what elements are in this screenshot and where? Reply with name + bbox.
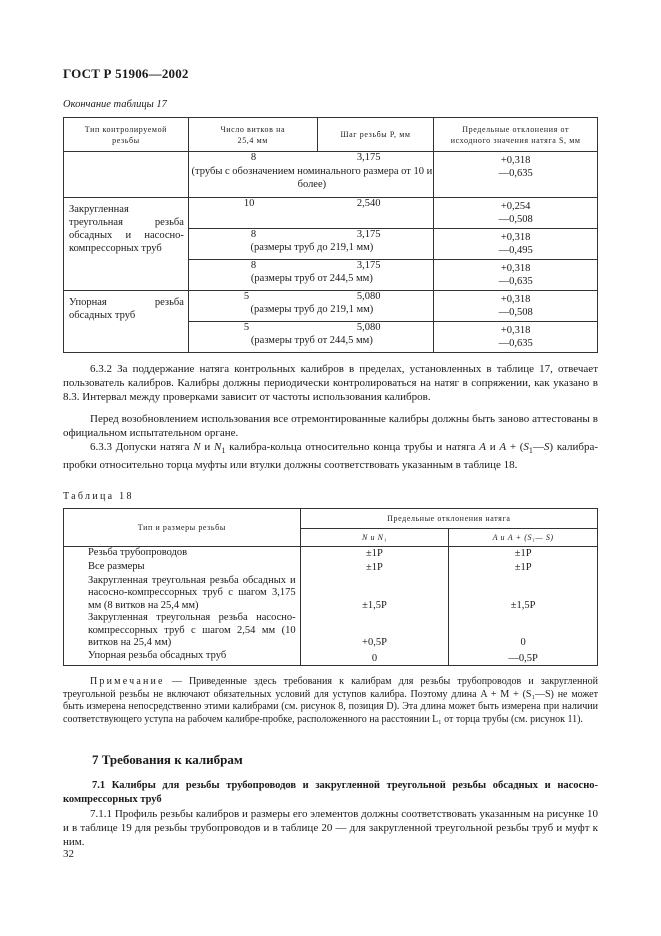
t17-pitch: 2,540 xyxy=(356,198,381,209)
t17-dev xyxy=(434,198,598,229)
dev-minus: —0,635 xyxy=(498,276,533,287)
dev-plus: +0,254 xyxy=(500,201,531,212)
t17-note: (размеры труб до 219,1 мм) xyxy=(250,242,374,253)
paragraph-6-3-2: 6.3.2 За поддержание натяга контрольных калибров в пределах, установленных в таблице 17, отвечает пользователь калибров. Калибры должны периодически контролироваться на натяг в сопряжении, как указано в 8.3. Интервал между проверками зависит от частоты использования калибров. xyxy=(63,363,598,403)
paragraph-repair: Перед возобновлением использования все отремонтированные калибры должны быть заново аттестованы в официальном испытательном органе. xyxy=(63,413,598,439)
t17-note: (размеры труб до 219,1 мм) xyxy=(250,304,374,315)
t17-pitch: 5,080 xyxy=(356,291,381,302)
t18-a: ±1,5P xyxy=(449,575,598,613)
t17-note: (трубы с обозначением номинального размера от 10 и более) xyxy=(191,166,433,190)
t17-pitch: 3,175 xyxy=(356,152,381,163)
table-18 xyxy=(63,508,598,666)
table-17 xyxy=(63,117,598,353)
t18-n: ±1,5P xyxy=(300,575,449,613)
t18-type: Упорная резьба обсадных труб xyxy=(64,650,301,666)
table18-caption: Таблица 18 xyxy=(63,491,134,502)
dev-plus: +0,318 xyxy=(500,294,531,305)
t17-row-1 xyxy=(188,152,433,198)
t18-type: Резьба трубопроводов xyxy=(64,547,301,561)
t17-turns: 5 xyxy=(243,322,250,333)
subsection-7-1: 7.1 Калибры для резьбы трубопроводов и закругленной треугольной резьбы обсадных и насосно-компрессорных труб xyxy=(63,780,598,805)
t17-note: (размеры труб от 244,5 мм) xyxy=(250,335,373,346)
t17-dev xyxy=(434,291,598,322)
t17-type-rounded: Закругленная треугольная резьба обсадных и насосно-компрессорных труб xyxy=(64,198,189,291)
t17-row-3 xyxy=(188,229,433,260)
t18-a: 0 xyxy=(449,612,598,650)
t18-n: ±1P xyxy=(300,547,449,561)
t17-turns: 8 xyxy=(250,229,257,240)
t18-header-dev: Предельные отклонения натяга xyxy=(300,509,597,529)
t18-type: Закругленная треугольная резьба насосно-компрессорных труб с шагом 2,54 мм (10 витков на 25,4 мм) xyxy=(64,612,301,650)
t17-dev xyxy=(434,260,598,291)
t18-header-n: N и N₁ xyxy=(300,529,449,547)
t17-turns: 10 xyxy=(243,198,255,209)
t17-pitch: 3,175 xyxy=(356,229,381,240)
t17-dev xyxy=(434,322,598,353)
t17-type-buttress: Упорная резьба обсадных труб xyxy=(64,291,189,353)
dev-plus: +0,318 xyxy=(500,325,531,336)
table17-caption: Окончание таблицы 17 xyxy=(63,99,167,110)
t17-row-5 xyxy=(188,291,433,322)
dev-minus: —0,635 xyxy=(498,338,533,349)
t17-turns: 5 xyxy=(243,291,250,302)
t18-n: +0,5P xyxy=(300,612,449,650)
t17-header-type: Тип контролируемой резьбы xyxy=(64,118,189,152)
paragraph-7-1-1: 7.1.1 Профиль резьбы калибров и размеры его элементов должны соответствовать указанным на рисунке 10 и в таблице 19 для резьбы трубопроводов и в таблице 20 — для закругленной треугольной резьбы труб и муфт к ним. xyxy=(63,808,598,848)
t18-a: ±1P xyxy=(449,561,598,575)
t17-dev xyxy=(434,152,598,198)
t17-header-dev: Предельные отклонения от исходного значения натяга S, мм xyxy=(434,118,598,152)
dev-plus: +0,318 xyxy=(500,263,531,274)
t18-header-type: Тип и размеры резьбы xyxy=(64,509,301,547)
document-header: ГОСТ Р 51906—2002 xyxy=(63,66,189,81)
t18-type: Все размеры xyxy=(64,561,301,575)
t18-n: ±1P xyxy=(300,561,449,575)
t17-note: (размеры труб от 244,5 мм) xyxy=(250,273,373,284)
t17-turns: 8 xyxy=(250,152,257,163)
paragraph-6-3-3: 6.3.3 Допуски натяга N и $N_1$ калибра-кольца относительно конца трубы и натяга A и $A + (S_1—S)$ калибра-пробки относительно торца муфты или втулки должны соответствовать указанным в таблице 18. xyxy=(63,441,599,472)
section-7-title: 7 Требования к калибрам xyxy=(92,752,243,767)
dev-minus: —0,495 xyxy=(498,245,533,256)
dev-minus: —0,635 xyxy=(498,168,533,179)
dev-plus: +0,318 xyxy=(500,232,531,243)
t17-turns: 8 xyxy=(250,260,257,271)
t18-header-a: A и A + (S₁— S) xyxy=(449,529,598,547)
table18-note: Примечание — Приведенные здесь требования к калибрам для резьбы трубопроводов и закругленной треугольной резьбы не включают обязательных условий для уступов калибра. Поэтому длина A + M + (S₁—S) не может быть измерена непосредственно этими калибрами (см. рисунок 8, позиция D). Эта длина может быть измерена при наличии соответствующего уступа на рабочем калибре-пробке, расположенного на расстоянии L₁ от торца трубы (см. рисунок 11). xyxy=(63,676,599,725)
t18-a: —0,5P xyxy=(449,650,598,666)
t17-type-empty xyxy=(64,152,189,198)
t17-pitch: 3,175 xyxy=(356,260,381,271)
page-number: 32 xyxy=(63,848,74,860)
t17-dev xyxy=(434,229,598,260)
dev-plus: +0,318 xyxy=(500,155,531,166)
t17-pitch: 5,080 xyxy=(356,322,381,333)
t17-row-6 xyxy=(188,322,433,353)
t18-n: 0 xyxy=(300,650,449,666)
dev-minus: —0,508 xyxy=(498,307,533,318)
t18-a: ±1P xyxy=(449,547,598,561)
dev-minus: —0,508 xyxy=(498,214,533,225)
t18-type: Закругленная треугольная резьба обсадных и насосно-компрессорных труб с шагом 3,175 мм (8 витков на 25,4 мм) xyxy=(64,575,301,613)
t17-header-turns: Число витков на 25,4 мм xyxy=(188,118,317,152)
t17-row-4 xyxy=(188,260,433,291)
t17-header-pitch: Шаг резьбы P, мм xyxy=(317,118,434,152)
t17-row-2 xyxy=(188,198,433,229)
